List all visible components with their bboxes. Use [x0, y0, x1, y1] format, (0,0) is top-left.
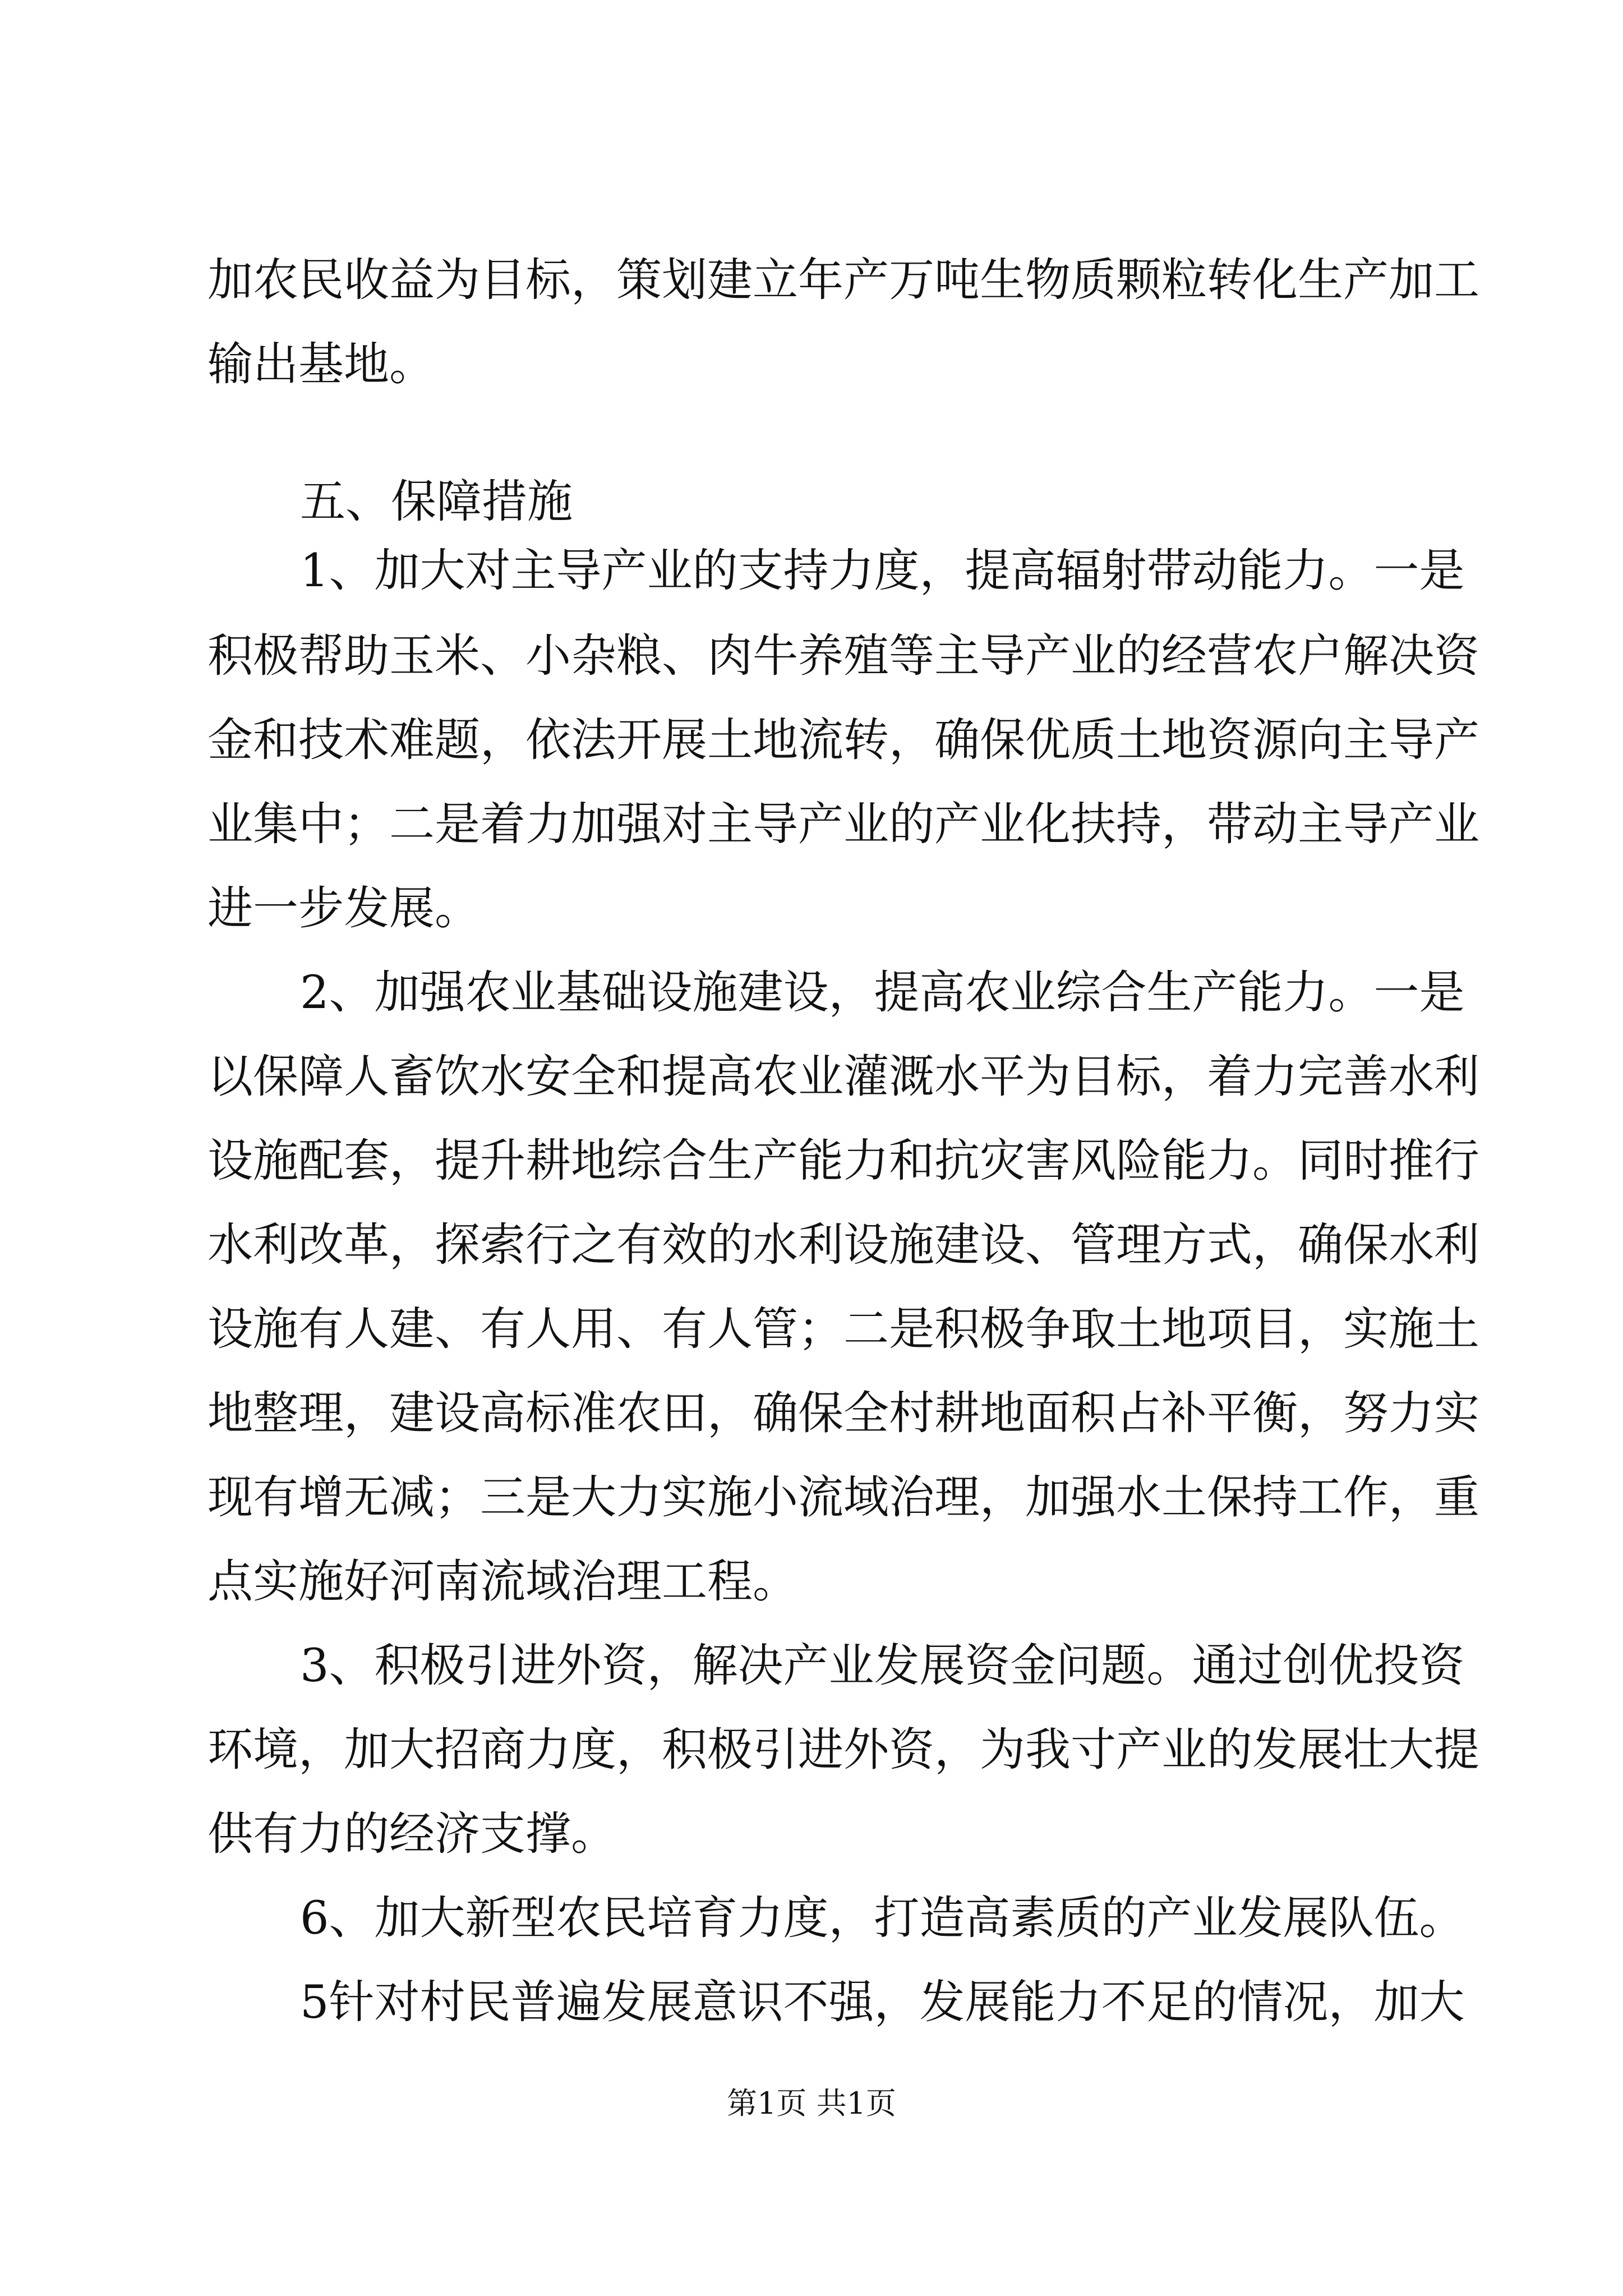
- text-line: 输出基地。: [208, 338, 435, 391]
- text-line: 供有力的经济支撑。: [208, 1808, 617, 1861]
- text-line: 水利改革，探索行之有效的水利设施建设、管理方式，确保水利: [208, 1219, 1480, 1272]
- text-line: 环境，加大招商力度，积极引进外资，为我寸产业的发展壮大提: [208, 1724, 1480, 1777]
- text-line: 现有增无减；三是大力实施小流域治理，加强水土保持工作，重: [208, 1471, 1480, 1524]
- section-heading: 五、保障措施: [300, 476, 573, 528]
- text-line: 设施配套，提升耕地综合生产能力和抗灾害风险能力。同时推行: [208, 1135, 1480, 1188]
- text-line: 3、积极引进外资，解决产业发展资金问题。通过创优投资: [300, 1640, 1465, 1692]
- text-line: 6、加大新型农民培育力度，打造高素质的产业发展队伍。: [300, 1892, 1465, 1945]
- text-line: 加农民收益为目标，策划建立年产万吨生物质颗粒转化生产加工: [208, 254, 1480, 307]
- text-line: 5针对村民普遍发展意识不强，发展能力不足的情况，加大: [300, 1976, 1465, 2029]
- text-line: 1、加大对主导产业的支持力度，提高辐射带动能力。一是: [300, 545, 1465, 597]
- text-line: 业集中；二是着力加强对主导产业的产业化扶持，带动主导产业: [208, 798, 1480, 851]
- text-line: 设施有人建、有人用、有人管；二是积极争取土地项目，实施土: [208, 1303, 1480, 1356]
- text-line: 点实施好河南流域治理工程。: [208, 1556, 799, 1608]
- text-line: 2、加强农业基础设施建设，提高农业综合生产能力。一是: [300, 967, 1465, 1019]
- text-line: 以保障人畜饮水安全和提高农业灌溉水平为目标，着力完善水利: [208, 1051, 1480, 1103]
- text-line: 积极帮助玉米、小杂粮、肉牛养殖等主导产业的经营农户解决资: [208, 630, 1480, 683]
- text-line: 地整理，建设高标准农田，确保全村耕地面积占补平衡，努力实: [208, 1387, 1480, 1440]
- text-line: 进一步发展。: [208, 882, 481, 935]
- page-footer: 第1页 共1页: [727, 2086, 896, 2121]
- text-line: 金和技术难题，依法开展土地流转，确保优质土地资源向主导产: [208, 714, 1480, 767]
